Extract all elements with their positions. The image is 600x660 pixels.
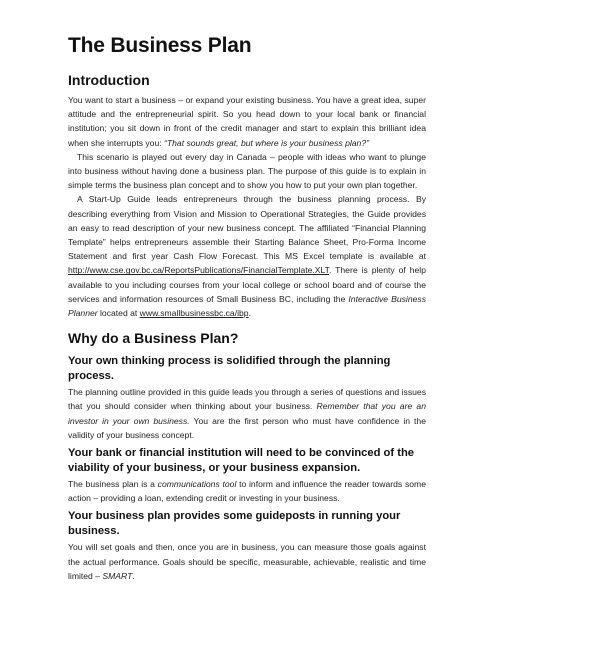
intro-p3-part1: A Start-Up Guide leads entrepreneurs through the business planning process. By describing everything from Vision and Mission to Operational Strategies, the Guide provides an easy to read description of your new business concept. The affiliated “Financial Planning Template” helps entrepreneurs assemble their Starting Balance Sheet, Pro-Forma Income Statement and first year Cash Flow Forecast. This MS Excel template is available at	[68, 194, 426, 262]
why-sub1-text2: You are the first person who must have confidence in the validity of your business concept.	[68, 415, 426, 440]
why-sub2-text: The business plan is a	[68, 479, 158, 490]
introduction-heading: Introduction	[68, 72, 150, 88]
why-sub2-text2: to inform and influence the reader towards some action – providing a loan, extending credit or investing in your business.	[68, 479, 426, 504]
intro-p3-italic: Interactive Business Planner	[68, 293, 426, 319]
financial-template-link[interactable]: http://www.cse.gov.bc.ca/ReportsPublications/FinancialTemplate.XLT	[68, 265, 329, 276]
intro-paragraph-3	[68, 192, 426, 320]
why-heading: Why do a Business Plan?	[68, 330, 239, 347]
intro-p1-quote: “That sounds great, but where is your business plan?”	[164, 137, 369, 148]
why-sub3-paragraph	[68, 540, 426, 583]
intro-p3-part4: .	[248, 308, 251, 319]
why-sub2-paragraph	[68, 477, 426, 505]
intro-p1-text: You want to start a business – or expand your existing business. You have a great idea, super attitude and the entrepreneurial spirit. So you head down to your local bank or financial institution; you sit down in front of the credit manager and start to explain this brilliant idea when she interrupts you:	[68, 95, 426, 148]
why-sub1-text: The planning outline provided in this guide leads you through a series of questions and issues that you should consider when thinking about your business.	[68, 387, 426, 412]
why-sub3-italic: SMART	[102, 570, 133, 581]
why-sub3-heading: Your business plan provides some guideposts in running your business.	[68, 510, 401, 538]
why-sub3-text: You will set goals and then, once you are in business, you can measure those goals against the actual performance. Goals should be specific, measurable, achievable, realistic and time limited –	[68, 542, 426, 581]
intro-paragraph-2: This scenario is played out every day in Canada – people with ideas who want to plunge into business without having done a business plan. The purpose of this guide is to explain in simple terms the business plan concept and to show you how to put your own plan together.	[68, 151, 426, 191]
intro-paragraph-1	[68, 93, 426, 150]
why-sub1-paragraph	[68, 385, 426, 442]
why-sub2-heading: Your bank or financial institution will need to be convinced of the viability of your business, or your business expansion.	[68, 447, 415, 475]
intro-p3-part3: located at	[97, 308, 140, 319]
page-title: The Business Plan	[68, 34, 252, 57]
intro-p3-part2: . There is plenty of help available to you including courses from your local college or school board and of course the services and information resources of Small Business BC, including the	[68, 265, 426, 304]
why-sub2-italic: communications tool	[157, 479, 237, 490]
why-sub1-heading: Your own thinking process is solidified through the planning process.	[68, 355, 391, 383]
smallbusinessbc-link[interactable]: www.smallbusinessbc.ca/ibp	[139, 308, 249, 319]
why-sub1-italic: Remember that you are an investor in your own business.	[68, 401, 426, 426]
document-page	[68, 34, 426, 583]
why-sub3-text2: .	[132, 570, 135, 581]
